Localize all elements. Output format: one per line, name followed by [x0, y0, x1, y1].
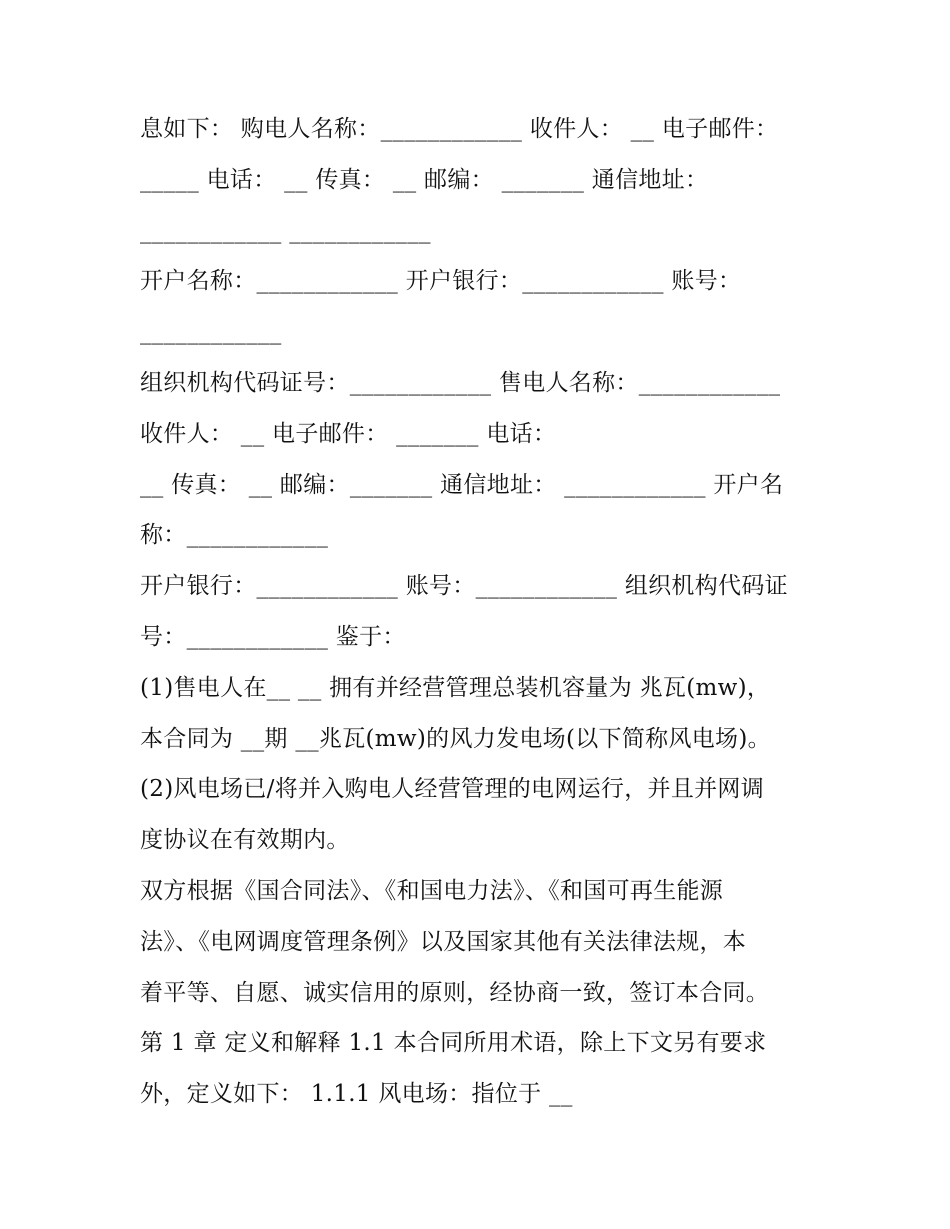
text-line: 收件人： __ 电子邮件： _______ 电话： [140, 420, 557, 447]
text-line: 称：____________ [140, 522, 329, 549]
text-line: (2)风电场已/将并入购电人经营管理的电网运行，并且并网调 [140, 776, 765, 803]
text-line: 外，定义如下： 1.1.1 风电场：指位于 __ [140, 1081, 573, 1108]
text-line: 开户名称：____________ 开户银行：____________ 账号： [140, 268, 742, 295]
text-line: 着平等、自愿、诚实信用的原则，经协商一致，签订本合同。 [140, 979, 770, 1006]
text-line: 开户银行：____________ 账号：____________ 组织机构代码证 [140, 573, 788, 600]
text-line: (1)售电人在__ __ 拥有并经营管理总装机容量为 兆瓦(mw)， [140, 674, 771, 701]
text-line: 本合同为 __期 __兆瓦(mw)的风力发电场(以下简称风电场)。 [140, 725, 771, 752]
document-body [140, 104, 830, 1120]
text-line: ____________ [140, 319, 282, 346]
text-line: __ 传真： __ 邮编：_______ 通信地址： ____________ 开户名 [140, 471, 784, 498]
text-line: ____________ ____________ [140, 217, 431, 244]
text-line: 第 1 章 定义和解释 1.1 本合同所用术语，除上下文另有要求 [140, 1030, 767, 1057]
text-line: 度协议在有效期内。 [140, 827, 350, 854]
text-line: 法》、《电网调度管理条例》以及国家其他有关法律法规，本 [140, 928, 747, 955]
text-line: 号：____________ 鉴于： [140, 623, 406, 650]
text-line: 组织机构代码证号：____________ 售电人名称：____________ [140, 369, 781, 396]
text-line: 双方根据《国合同法》、《和国电力法》、《和国可再生能源 [140, 877, 724, 904]
text-line: 息如下： 购电人名称：____________ 收件人： __ 电子邮件： [140, 116, 779, 142]
text-line: _____ 电话： __ 传真： __ 邮编： _______ 通信地址： [140, 166, 709, 193]
